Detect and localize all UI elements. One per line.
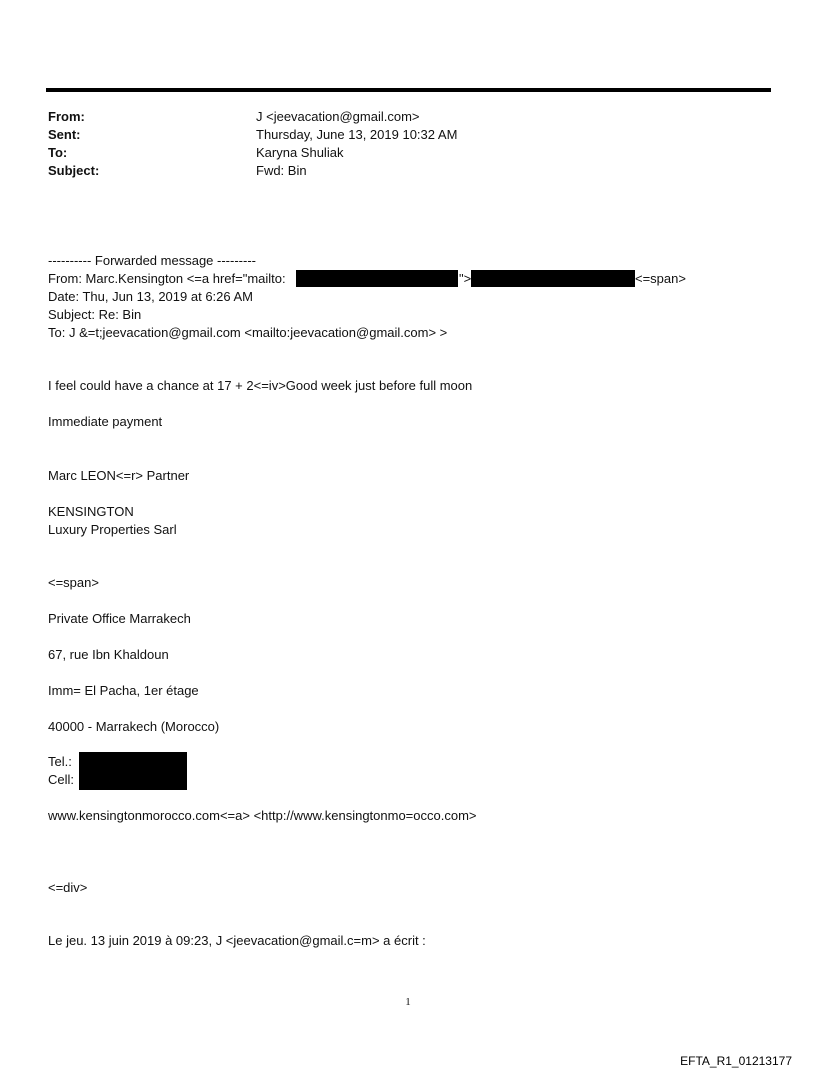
to-label: To: xyxy=(48,145,68,160)
forwarded-from-prefix: From: Marc.Kensington <=a href="mailto: xyxy=(48,271,286,286)
redaction-bar xyxy=(471,270,635,287)
forwarded-from-mid: "> xyxy=(459,271,472,286)
website-link: www.kensingtonmorocco.com<=a> <http://www.kensingtonmo=occo.com> xyxy=(48,808,477,823)
subject-label: Subject: xyxy=(48,163,100,178)
page-number: 1 xyxy=(405,996,411,1008)
subject-value: Fwd: Bin xyxy=(256,163,307,178)
message-line: I feel could have a chance at 17 + 2<=iv>Good week just before full moon xyxy=(48,378,473,393)
redaction-bar xyxy=(296,270,458,287)
forwarded-subject: Subject: Re: Bin xyxy=(48,307,142,322)
sent-label: Sent: xyxy=(48,127,81,142)
forwarded-marker: ---------- Forwarded message --------- xyxy=(48,253,256,268)
from-value: J <jeevacation@gmail.com> xyxy=(256,109,420,124)
redaction-bar xyxy=(79,752,187,790)
company-name: KENSINGTON xyxy=(48,504,134,519)
sent-value: Thursday, June 13, 2019 10:32 AM xyxy=(256,127,458,142)
forwarded-to: To: J &=t;jeevacation@gmail.com <mailto:jeevacation@gmail.com> > xyxy=(48,325,448,340)
street-address: 67, rue Ibn Khaldoun xyxy=(48,647,169,662)
forwarded-from-suffix: <=span> xyxy=(635,271,686,286)
building-address: Imm= El Pacha, 1er étage xyxy=(48,683,199,698)
city-address: 40000 - Marrakech (Morocco) xyxy=(48,719,220,734)
to-value: Karyna Shuliak xyxy=(256,145,344,160)
header-rule xyxy=(46,88,771,92)
message-line: Immediate payment xyxy=(48,414,163,429)
quote-intro: Le jeu. 13 juin 2019 à 09:23, J <jeevacation@gmail.c=m> a écrit : xyxy=(48,933,426,948)
company-subtitle: Luxury Properties Sarl xyxy=(48,522,177,537)
span-tag: <=span> xyxy=(48,575,99,590)
from-label: From: xyxy=(48,109,85,124)
tel-label: Tel.: xyxy=(48,754,72,769)
div-tag: <=div> xyxy=(48,880,88,895)
document-id: EFTA_R1_01213177 xyxy=(680,1054,792,1068)
office-name: Private Office Marrakech xyxy=(48,611,191,626)
cell-label: Cell: xyxy=(48,772,75,787)
signature-name: Marc LEON<=r> Partner xyxy=(48,468,190,483)
forwarded-date: Date: Thu, Jun 13, 2019 at 6:26 AM xyxy=(48,289,254,304)
